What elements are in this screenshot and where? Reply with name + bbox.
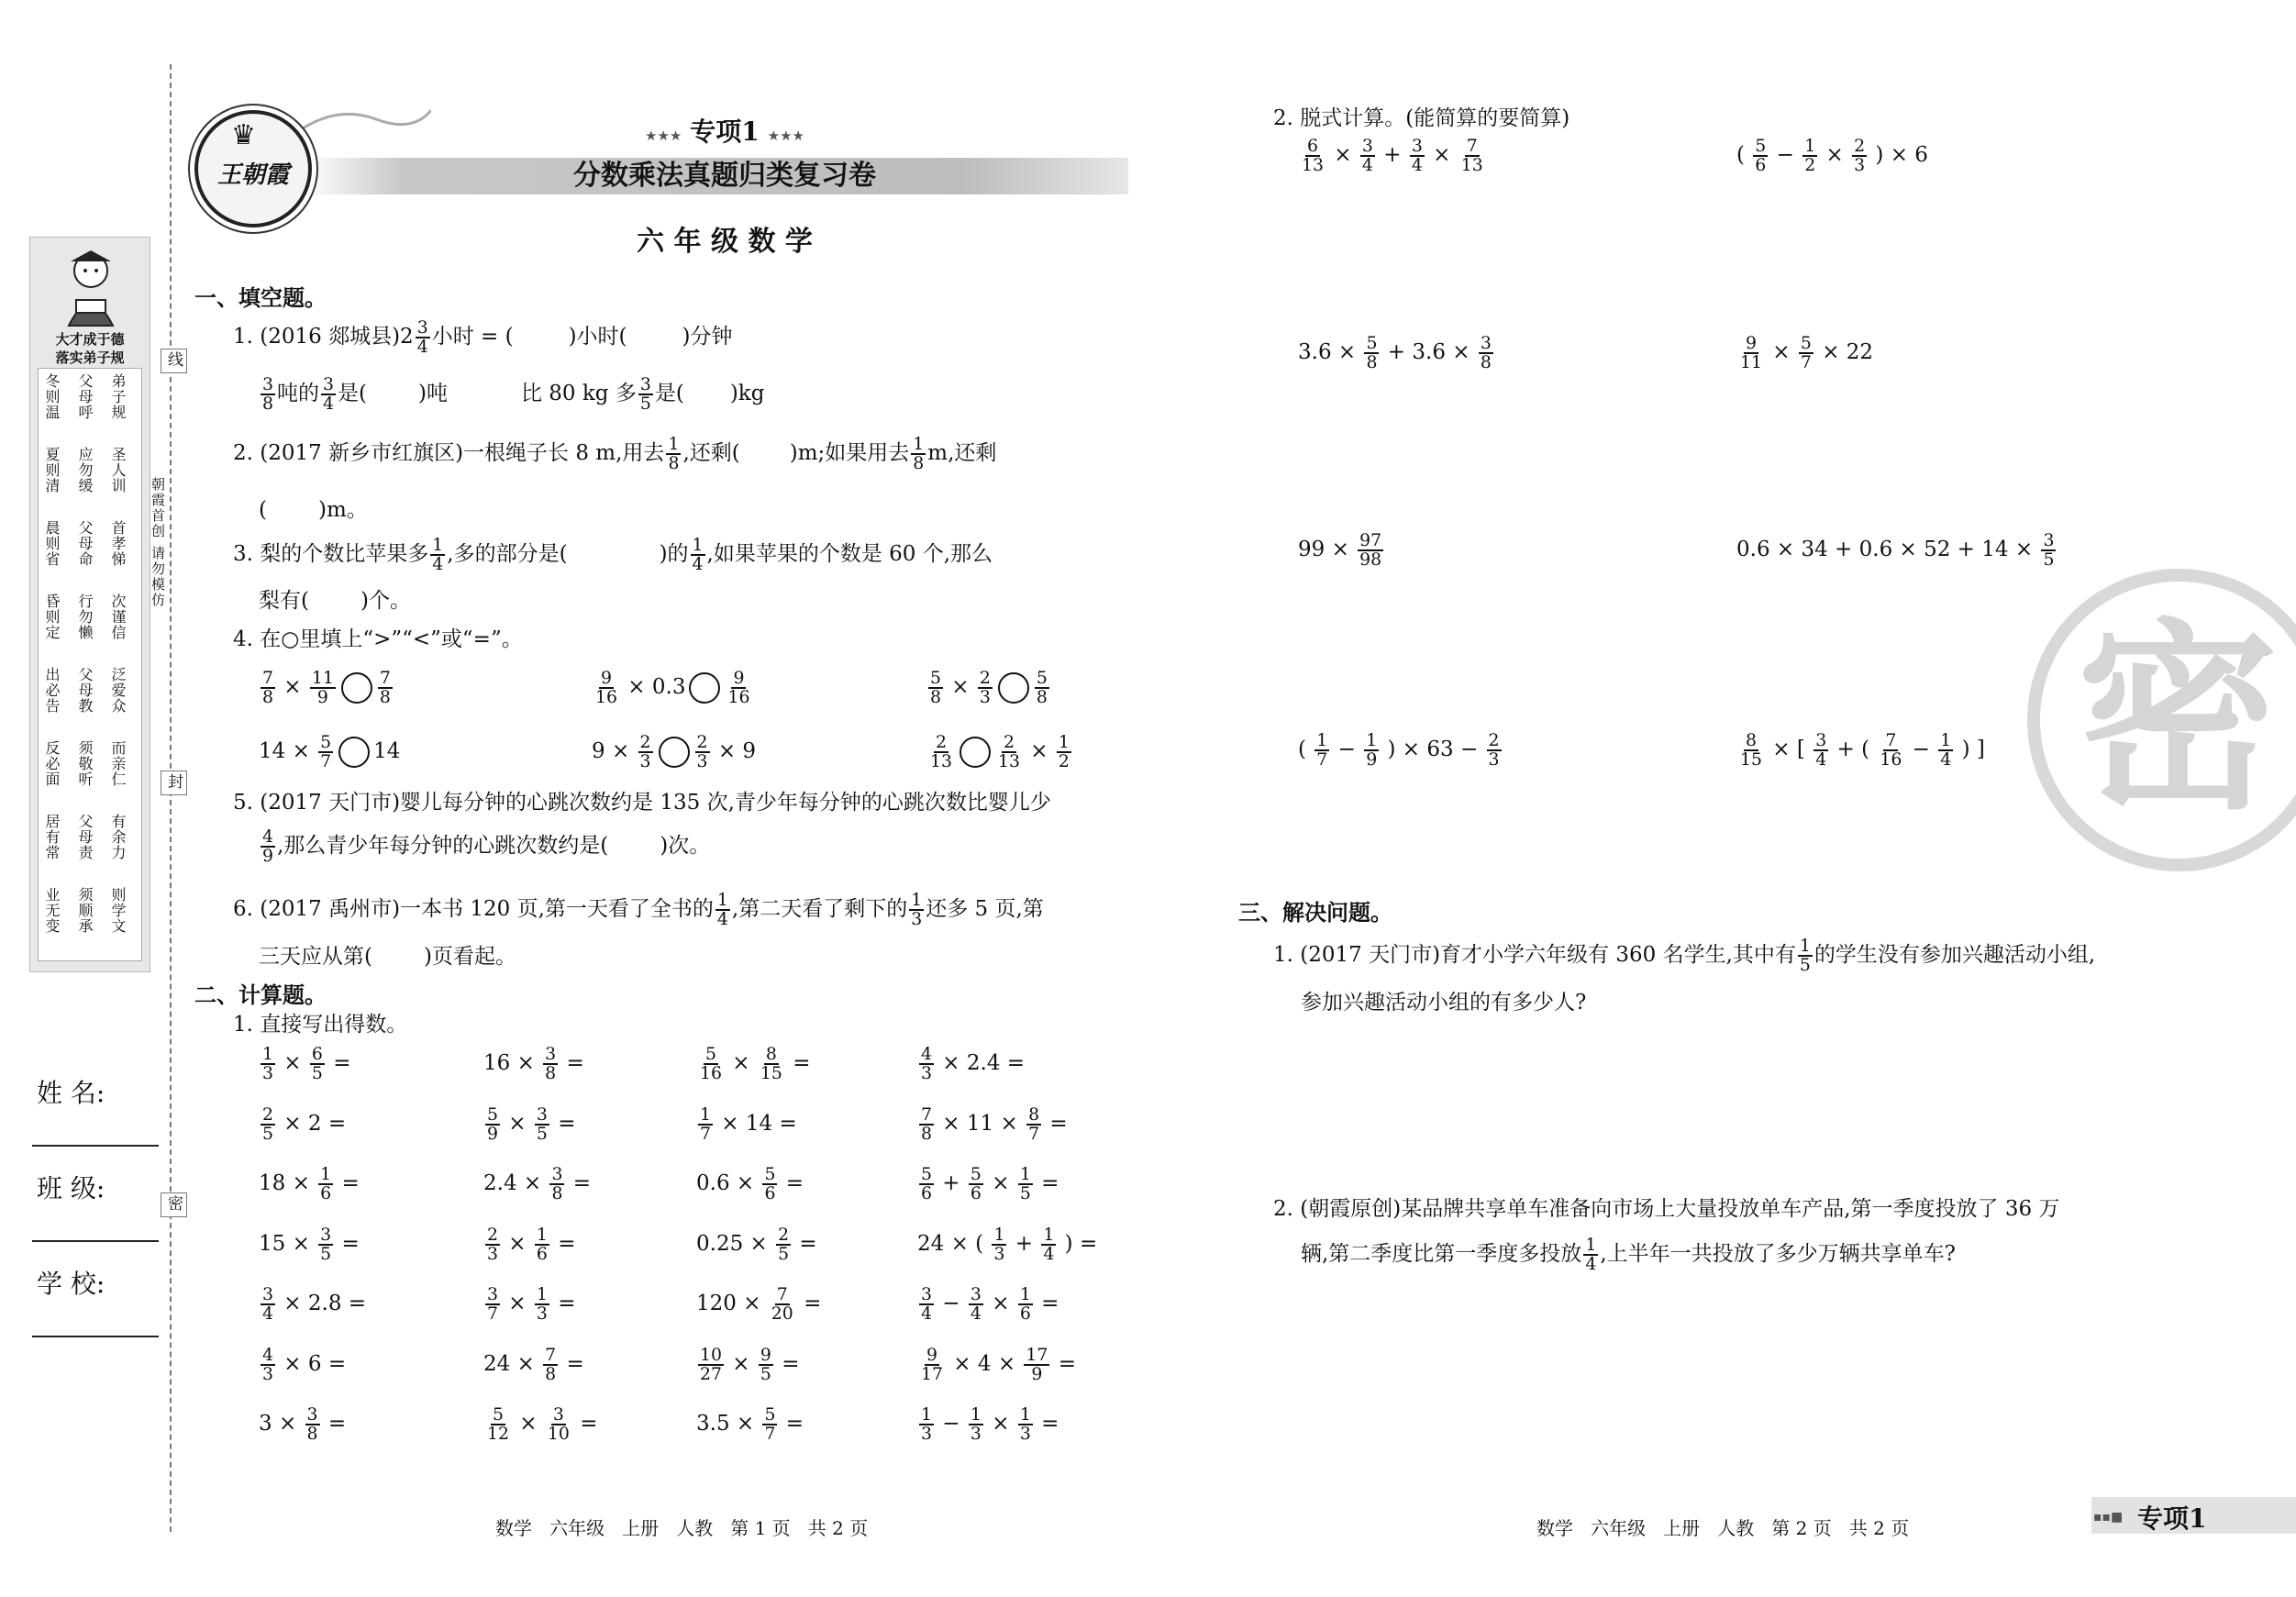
sidebar-verse: 夏则清 xyxy=(43,447,61,494)
problem-1-line2: 参加兴趣活动小组的有多少人? xyxy=(1301,991,1587,1015)
question-6: 6. (2017 禹州市)一本书 120 页,第一天看了全书的 $\frac{1}{4}$ ,第二天看了剩下的 $\frac{1}{3}$ 还多 5 页,第 xyxy=(233,890,1044,930)
name-label: 姓 名: xyxy=(37,1078,105,1108)
direct-calc-item: 24 × ( $\frac{1}{3}$ + $\frac{1}{4}$ ) = xyxy=(917,1224,1098,1264)
class-label: 班 级: xyxy=(37,1173,105,1203)
sidebar-verse: 须敬听 xyxy=(76,740,94,787)
expand-calc-item: $\frac{6}{13}$ × $\frac{3}{4}$ + $\frac{3}{4}$ × $\frac{7}{13}$ xyxy=(1302,136,1483,176)
direct-calc-item: $\frac{3}{7}$ × $\frac{1}{3}$ = xyxy=(487,1284,576,1325)
direct-calc-item: $\frac{5}{6}$ + $\frac{5}{6}$ × $\frac{1}{5}$ = xyxy=(921,1164,1059,1204)
problem-2: 2. (朝霞原创)某品牌共享单车准备向市场上大量投放单车产品,第一季度投放了 36 万 xyxy=(1273,1197,2060,1221)
fold-label-mi: 密 xyxy=(161,1192,187,1217)
direct-calc-item: $\frac{3}{4}$ − $\frac{3}{4}$ × $\frac{1}{6}$ = xyxy=(921,1284,1059,1325)
sidebar-verse: 昏则定 xyxy=(43,593,61,640)
sidebar-verse: 父母命 xyxy=(76,520,94,567)
fold-label-xian: 线 xyxy=(161,349,187,373)
page-subtitle: 六 年 级 数 学 xyxy=(637,226,813,258)
sidebar-verse: 圣人训 xyxy=(109,447,127,494)
sidebar-verse: 冬则温 xyxy=(43,373,61,420)
sidebar-verse: 有余力 xyxy=(109,814,127,860)
sidebar-verse: 首孝悌 xyxy=(109,520,127,567)
direct-calc-item: $\frac{1}{7}$ × 14 = xyxy=(700,1103,797,1144)
direct-calc-item: $\frac{4}{3}$ × 6 = xyxy=(262,1344,347,1384)
footer-tag: 专项1 xyxy=(2137,1503,2207,1534)
sidebar-verse: 出必告 xyxy=(43,667,61,714)
expand-calc-item: 99 × $\frac{97}{98}$ xyxy=(1298,530,1382,571)
sidebar-motto-top: 大才成于德 xyxy=(55,331,125,348)
sidebar-verse: 父母呼 xyxy=(76,373,94,420)
question-2: 2. (2017 新乡市红旗区)一根绳子长 8 m,用去 $\frac{1}{8}$ ,还剩( )m;如果用去 $\frac{1}{8}$ m,还剩 xyxy=(233,434,997,474)
sidebar-verse: 次谨信 xyxy=(109,593,127,640)
expand-calc-item: ( $\frac{1}{7}$ − $\frac{1}{9}$ ) × 63 − $\frac{2}{3}$ xyxy=(1298,730,1500,771)
compare-circle[interactable] xyxy=(689,672,720,704)
sidebar-motto-bottom: 落实弟子规 xyxy=(55,349,125,366)
sidebar-verse: 须顺承 xyxy=(76,887,94,934)
direct-calc-item: 24 × $\frac{7}{8}$ = xyxy=(483,1344,584,1384)
direct-calc-item: $\frac{2}{3}$ × $\frac{1}{6}$ = xyxy=(487,1224,576,1264)
compare-6: $\frac{2}{13}$ $\frac{2}{13}$ × $\frac{1}{2}$ xyxy=(930,732,1070,772)
sidebar-panel xyxy=(29,237,150,972)
direct-calc-item: 15 × $\frac{3}{5}$ = xyxy=(259,1224,360,1264)
compare-circle[interactable] xyxy=(341,672,372,704)
sidebar-verse: 晨则省 xyxy=(43,520,61,567)
direct-calc-item: $\frac{1}{3}$ − $\frac{1}{3}$ × $\frac{1}{3}$ = xyxy=(921,1404,1059,1445)
direct-calc-item: $\frac{5}{9}$ × $\frac{3}{5}$ = xyxy=(487,1103,576,1144)
ribbon-decoration-icon xyxy=(303,101,431,138)
section-heading-calc: 二、计算题。 xyxy=(194,982,327,1008)
expand-calc-item: 3.6 × $\frac{5}{8}$ + 3.6 × $\frac{3}{8}$ xyxy=(1298,333,1492,373)
direct-calc-item: 16 × $\frac{3}{8}$ = xyxy=(483,1044,584,1084)
sidebar-verse: 行勿懒 xyxy=(76,593,94,640)
expand-calc-item: 0.6 × 34 + 0.6 × 52 + 14 × $\frac{3}{5}$ xyxy=(1736,530,2055,571)
logo-badge xyxy=(194,110,312,227)
stars-left-icon: ★★★ xyxy=(645,128,682,144)
direct-calc-item: 2.4 × $\frac{3}{8}$ = xyxy=(483,1164,592,1204)
direct-calc-grid xyxy=(259,1046,1139,1468)
page-title: 分数乘法真题归类复习卷 xyxy=(573,160,876,192)
question-6-line2: 三天应从第( )页看起。 xyxy=(259,945,516,969)
stars-right-icon: ★★★ xyxy=(767,128,804,144)
direct-calc-item: $\frac{10}{27}$ × $\frac{9}{5}$ = xyxy=(700,1344,800,1384)
sidebar-verse: 父母责 xyxy=(76,814,94,860)
compare-3: $\frac{5}{8}$ × $\frac{2}{3}$ $\frac{5}{8}$ xyxy=(930,668,1048,708)
direct-calc-item: $\frac{2}{5}$ × 2 = xyxy=(262,1103,347,1144)
direct-calc-heading: 1. 直接写出得数。 xyxy=(233,1013,408,1037)
name-field[interactable] xyxy=(32,1145,159,1147)
school-field[interactable] xyxy=(32,1336,159,1337)
question-3-line2: 梨有( )个。 xyxy=(259,589,411,613)
direct-calc-item: $\frac{5}{12}$ × $\frac{3}{10}$ = xyxy=(487,1404,598,1445)
problem-1: 1. (2017 天门市)育才小学六年级有 360 名学生,其中有 $\frac{1}{5}$ 的学生没有参加兴趣活动小组, xyxy=(1273,936,2096,976)
direct-calc-item: $\frac{7}{8}$ × 11 × $\frac{8}{7}$ = xyxy=(921,1103,1068,1144)
compare-circle[interactable] xyxy=(659,737,690,768)
class-field[interactable] xyxy=(32,1240,159,1242)
compare-circle[interactable] xyxy=(338,737,370,768)
compare-5: 9 × $\frac{2}{3}$ $\frac{2}{3}$ × 9 xyxy=(592,732,757,772)
question-3: 3. 梨的个数比苹果多 $\frac{1}{4}$ ,多的部分是( )的 $\frac{1}{4}$ ,如果苹果的个数是 60 个,那么 xyxy=(233,535,993,575)
expand-calc-item: $\frac{8}{15}$ × [ $\frac{3}{4}$ + ( $\frac{7}{16}$ − $\frac{1}{4}$ ) ] xyxy=(1740,730,1985,771)
expand-calc-heading: 2. 脱式计算。(能简算的要简算) xyxy=(1273,106,1570,130)
question-2-line2: ( )m。 xyxy=(259,498,368,522)
fold-label-feng: 封 xyxy=(161,771,187,795)
footer-right: 数学 六年级 上册 人教 第 2 页 共 2 页 xyxy=(1536,1517,1910,1539)
sidebar-verse: 应勿缓 xyxy=(76,447,94,494)
q1-text-b: 小时 = ( xyxy=(431,325,514,349)
q1-text-c: )小时( xyxy=(568,325,627,349)
sidebar-verses xyxy=(43,373,139,960)
expand-calc-grid xyxy=(1298,138,2124,798)
direct-calc-item: 120 × $\frac{7}{20}$ = xyxy=(696,1284,822,1325)
q1-text-a: (2016 郯城县)2 xyxy=(260,325,414,349)
sidebar-verse: 父母教 xyxy=(76,667,94,714)
section-heading-fill: 一、填空题。 xyxy=(194,285,327,311)
sidebar-verse: 反必面 xyxy=(43,740,61,787)
problem-2-line2: 辆,第二季度比第一季度多投放 $\frac{1}{4}$ ,上半年一共投放了多少万辆共享单车? xyxy=(1301,1235,1956,1275)
expand-calc-item: ( $\frac{5}{6}$ − $\frac{1}{2}$ × $\frac{2}{3}$ ) × 6 xyxy=(1736,136,1928,176)
direct-calc-item: $\frac{4}{3}$ × 2.4 = xyxy=(921,1044,1026,1084)
q1-mixed-frac: $\frac{3}{4}$ xyxy=(416,317,428,358)
direct-calc-item: $\frac{1}{3}$ × $\frac{6}{5}$ = xyxy=(262,1044,351,1084)
direct-calc-item: $\frac{5}{16}$ × $\frac{8}{15}$ = xyxy=(700,1044,811,1084)
question-1-line2: $\frac{3}{8}$ 吨的 $\frac{3}{4}$ 是( )吨 比 80 kg 多 $\frac{3}{5}$ 是( )kg xyxy=(262,374,765,415)
direct-calc-item: 0.6 × $\frac{5}{6}$ = xyxy=(696,1164,804,1204)
direct-calc-item: 0.25 × $\frac{2}{5}$ = xyxy=(696,1224,817,1264)
scholar-figure-icon xyxy=(58,245,124,327)
logo-crown-icon: ♛ xyxy=(231,119,256,151)
compare-circle[interactable] xyxy=(998,672,1029,704)
direct-calc-item: 3.5 × $\frac{5}{7}$ = xyxy=(696,1404,804,1445)
question-5-line2: $\frac{4}{9}$ ,那么青少年每分钟的心跳次数约是( )次。 xyxy=(262,826,711,867)
question-4: 4. 在○里填上“>”“<”或“=”。 xyxy=(233,627,523,651)
sidebar-verse: 居有常 xyxy=(43,814,61,860)
series-label: 专项1 xyxy=(690,116,760,147)
question-1-line1 xyxy=(233,319,733,356)
question-5: 5. (2017 天门市)婴儿每分钟的心跳次数约是 135 次,青少年每分钟的心跳次数比婴儿少 xyxy=(233,791,1051,815)
logo-text: 王朝霞 xyxy=(216,161,289,189)
binding-dash-line xyxy=(170,64,172,1532)
compare-circle[interactable] xyxy=(959,737,991,768)
q1-text-d: )分钟 xyxy=(682,325,733,349)
direct-calc-item: 3 × $\frac{3}{8}$ = xyxy=(259,1404,347,1445)
sidebar-verse: 业无变 xyxy=(43,887,61,934)
confidential-watermark xyxy=(2027,569,2296,871)
direct-calc-item: $\frac{3}{4}$ × 2.8 = xyxy=(262,1284,367,1325)
section-heading-solve: 三、解决问题。 xyxy=(1238,900,1392,926)
compare-2: $\frac{9}{16}$ × 0.3 $\frac{9}{16}$ xyxy=(595,668,750,708)
direct-calc-item: 18 × $\frac{1}{6}$ = xyxy=(259,1164,360,1204)
sidebar-verse: 而亲仁 xyxy=(109,740,127,787)
watermark-char: 密 xyxy=(2076,602,2279,837)
footer-squares-icon: ▪▪■ xyxy=(2093,1510,2124,1525)
series-line xyxy=(587,112,862,149)
sidebar-verse: 则学文 xyxy=(109,887,127,934)
school-label: 学 校: xyxy=(37,1269,105,1299)
direct-calc-item: $\frac{9}{17}$ × 4 × $\frac{17}{9}$ = xyxy=(921,1344,1077,1384)
footer-left: 数学 六年级 上册 人教 第 1 页 共 2 页 xyxy=(495,1517,869,1539)
compare-4: 14 × $\frac{5}{7}$ 14 xyxy=(259,732,401,772)
sidebar-verse: 泛爱众 xyxy=(109,667,127,714)
copyright-note: 朝霞首创 请勿模仿 xyxy=(150,477,166,608)
q1-num: 1. xyxy=(233,325,253,349)
expand-calc-item: $\frac{9}{11}$ × $\frac{5}{7}$ × 22 xyxy=(1740,333,1874,373)
sidebar-verse: 弟子规 xyxy=(109,373,127,420)
compare-1: $\frac{7}{8}$ × $\frac{11}{9}$ $\frac{7}{8}$ xyxy=(262,668,391,708)
